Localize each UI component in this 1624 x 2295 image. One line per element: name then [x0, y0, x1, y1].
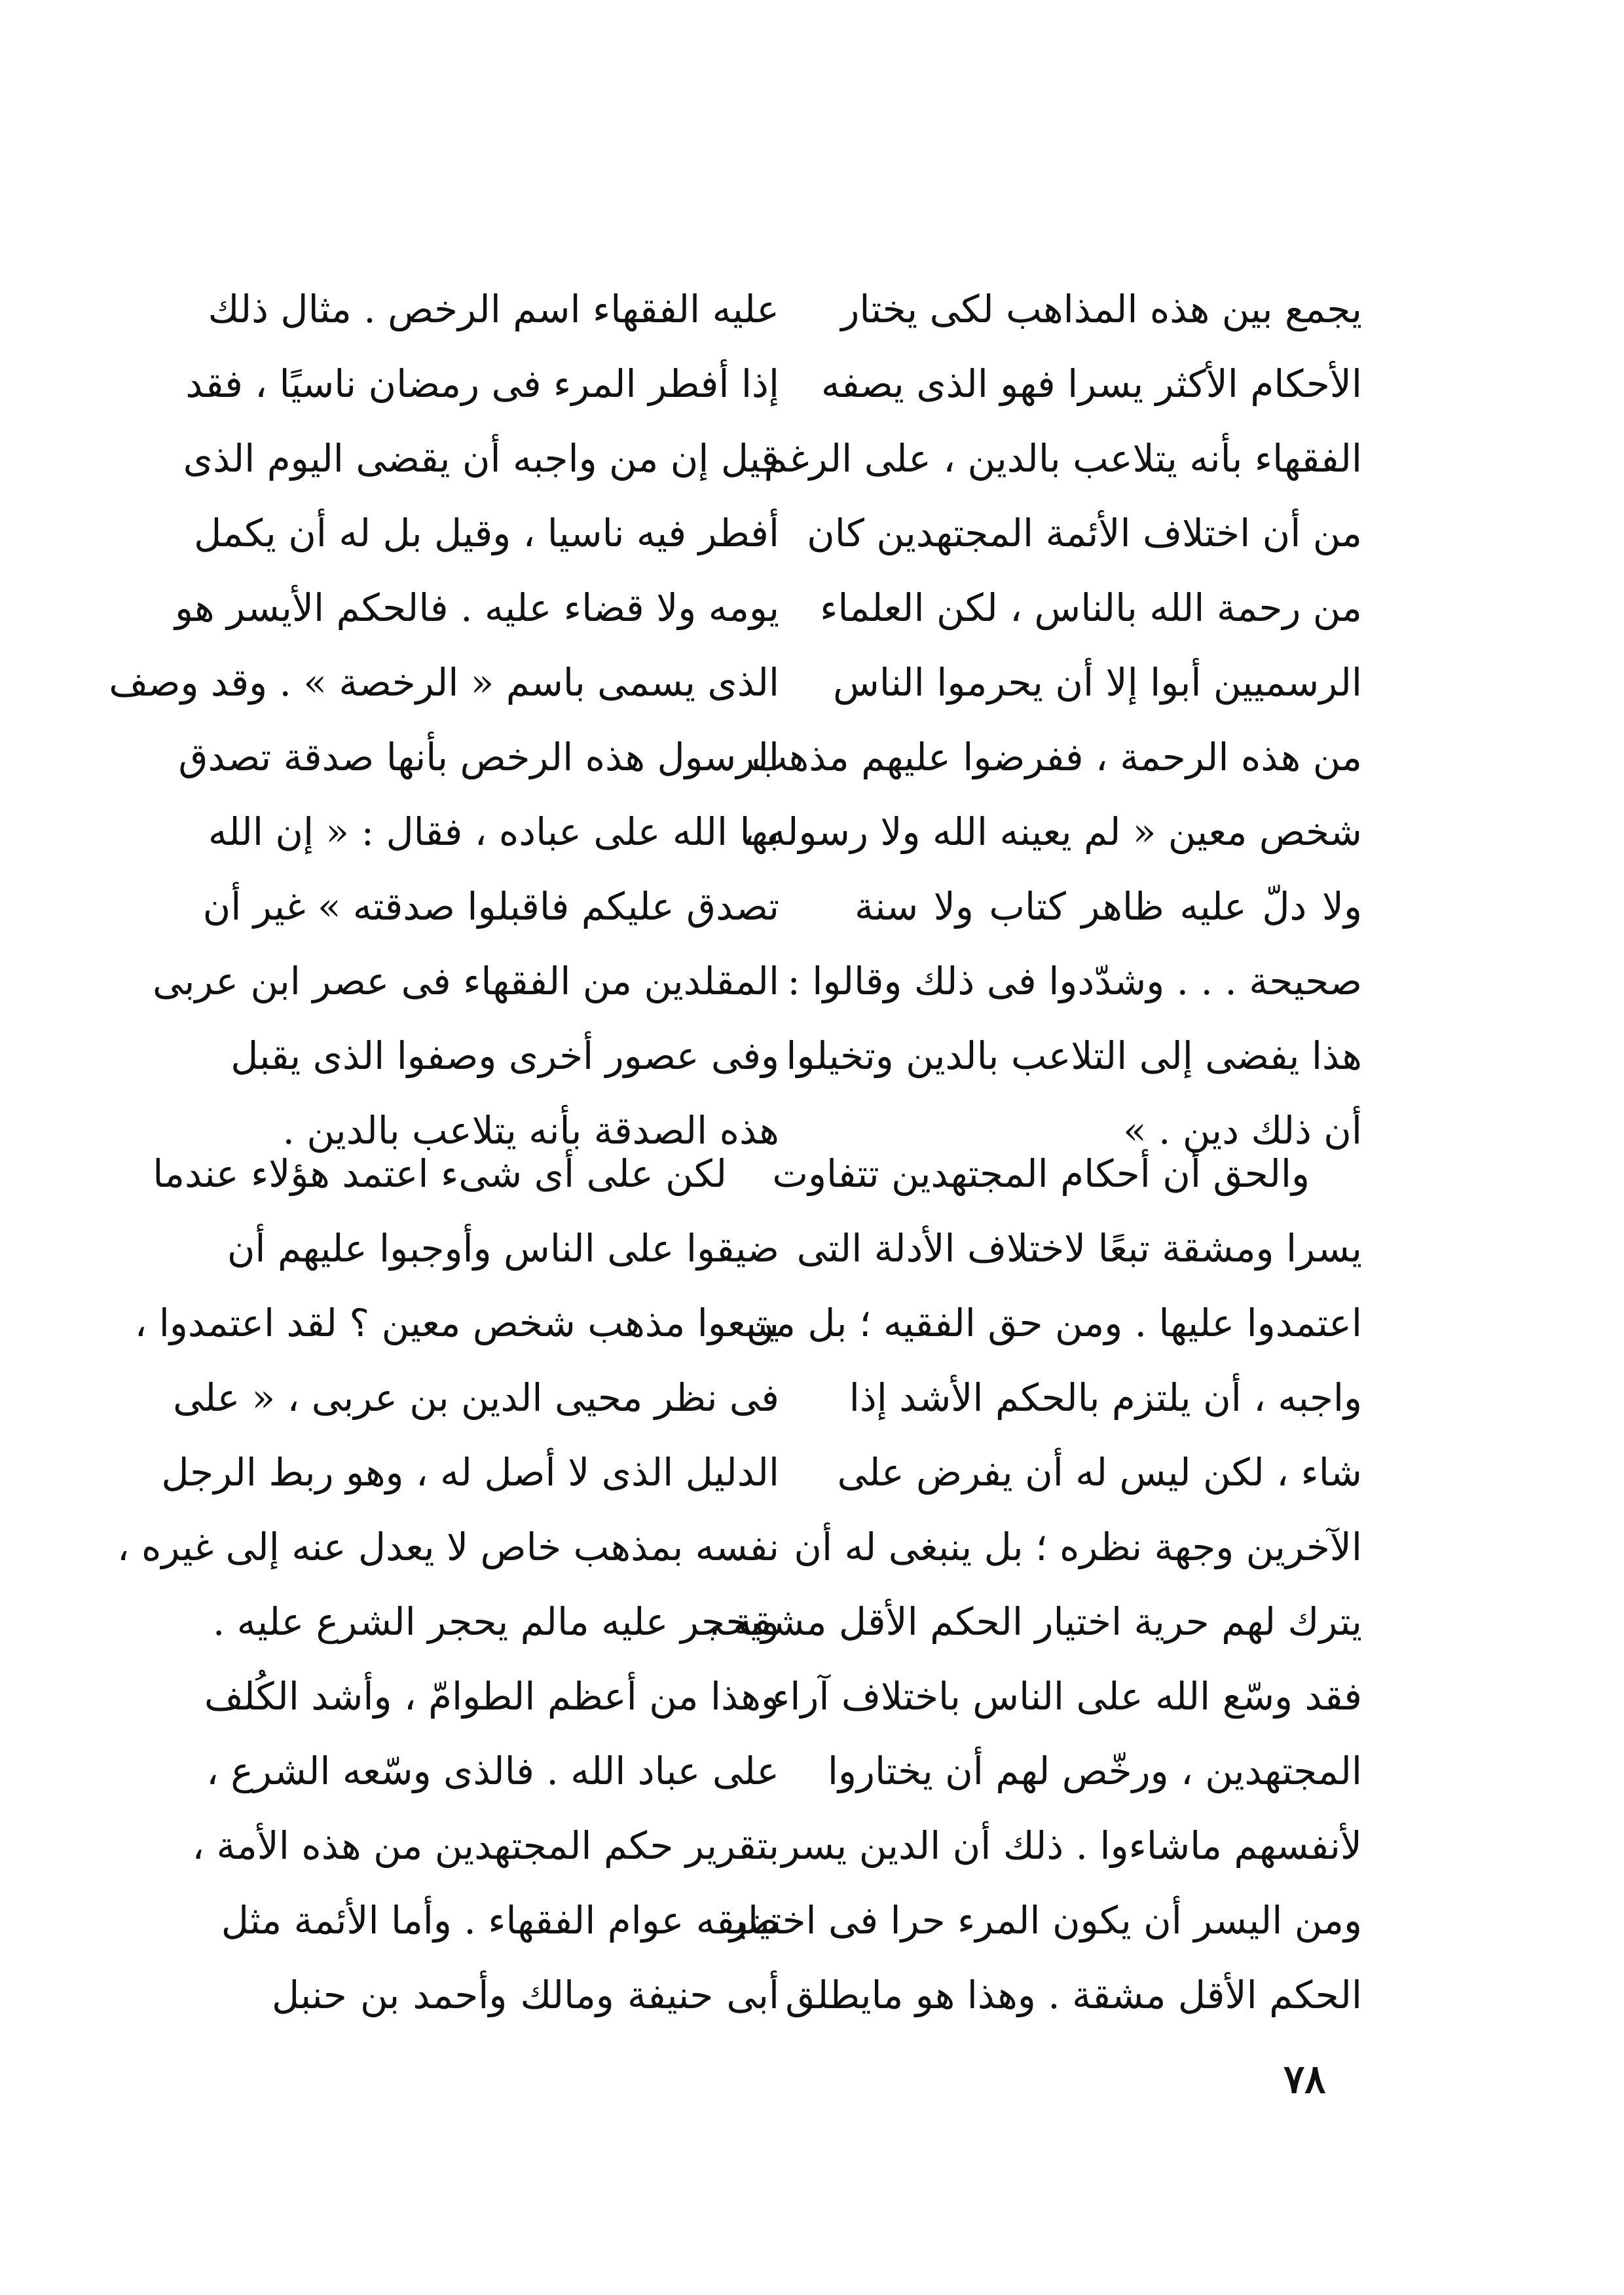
text-line: فقد وسّع الله على الناس باختلاف آراء: [771, 1674, 1362, 1719]
text-line: المجتهدين ، ورخّص لهم أن يختاروا: [827, 1749, 1362, 1793]
text-line: شخص معين « لم يعينه الله ولا رسوله ،: [742, 810, 1362, 854]
text-line: يتبعوا مذهب شخص معين ؟ لقد اعتمدوا ،: [134, 1301, 779, 1345]
text-line: على عباد الله . فالذى وسّعه الشرع ،: [206, 1749, 779, 1793]
text-line: الأحكام الأكثر يسرا فهو الذى يصفه: [821, 362, 1362, 406]
left-column-paragraph-1: [109, 272, 779, 1168]
text-line: الدليل الذى لا أصل له ، وهو ربط الرجل: [161, 1450, 779, 1495]
text-line: وهذا من أعظم الطوامّ ، وأشد الكُلف: [204, 1674, 779, 1719]
text-line: المقلدين من الفقهاء فى عصر ابن عربى: [152, 959, 779, 1003]
text-line: ضيقوا على الناس وأوجبوا عليهم أن: [227, 1226, 779, 1271]
text-line: والحق أن أحكام المجتهدين تتفاوت: [772, 1151, 1310, 1196]
text-line: ضيقه عوام الفقهاء . وأما الأئمة مثل: [221, 1898, 779, 1943]
text-line: ومن اليسر أن يكون المرء حرا فى اختيار: [729, 1898, 1362, 1943]
text-line: اعتمدوا عليها . ومن حق الفقيه ؛ بل من: [746, 1301, 1362, 1345]
text-line: ويحجر عليه مالم يحجر الشرع عليه .: [212, 1599, 779, 1644]
text-line: بها الله على عباده ، فقال : « إن الله: [208, 810, 779, 854]
page-number: ٧٨: [1283, 2057, 1326, 2102]
text-line: يجمع بين هذه المذاهب لكى يختار: [841, 287, 1362, 331]
text-line: الآخرين وجهة نظره ؛ بل ينبغى له أن: [794, 1525, 1362, 1569]
text-line: يومه ولا قضاء عليه . فالحكم الأيسر هو: [175, 586, 779, 630]
text-line: يترك لهم حرية اختيار الحكم الأقل مشقة ،: [709, 1599, 1362, 1644]
text-line: فى نظر محيى الدين بن عربى ، « على: [173, 1375, 779, 1420]
text-line: الرسول هذه الرخص بأنها صدقة تصدق: [178, 735, 779, 779]
text-line: الفقهاء بأنه يتلاعب بالدين ، على الرغم: [764, 436, 1362, 481]
text-line: قيل إن من واجبه أن يقضى اليوم الذى: [183, 436, 779, 481]
text-line: الحكم الأقل مشقة . وهذا هو مايطلق: [785, 1973, 1362, 2017]
text-line: من هذه الرحمة ، ففرضوا عليهم مذهب: [751, 735, 1362, 779]
text-line: ولا دلّ عليه ظاهر كتاب ولا سنة: [855, 884, 1362, 929]
text-line: نفسه بمذهب خاص لا يعدل عنه إلى غيره ،: [117, 1525, 779, 1569]
left-column-paragraph-2: [117, 1136, 779, 2032]
text-line: هذه الصدقة بأنه يتلاعب بالدين .: [282, 1108, 779, 1153]
text-line: يسرا ومشقة تبعًا لاختلاف الأدلة التى: [796, 1226, 1362, 1271]
text-line: لكن على أى شىء اعتمد هؤلاء عندما: [153, 1151, 727, 1196]
text-line: وفى عصور أخرى وصفوا الذى يقبل: [231, 1034, 779, 1078]
text-line: من أن اختلاف الأئمة المجتهدين كان: [807, 511, 1362, 555]
text-line: أبى حنيفة ومالك وأحمد بن حنبل: [272, 1973, 779, 2017]
right-column-paragraph-2: [709, 1136, 1362, 2032]
text-line: شاء ، لكن ليس له أن يفرض على: [837, 1450, 1362, 1495]
text-line: إذا أفطر المرء فى رمضان ناسيًا ، فقد: [185, 362, 779, 406]
text-line: بتقرير حكم المجتهدين من هذه الأمة ،: [192, 1823, 779, 1868]
text-line: من رحمة الله بالناس ، لكن العلماء: [820, 586, 1362, 630]
text-line: أن ذلك دين . »: [1123, 1108, 1362, 1153]
text-line: واجبه ، أن يلتزم بالحكم الأشد إذا: [849, 1375, 1362, 1420]
text-line: الرسميين أبوا إلا أن يحرموا الناس: [833, 660, 1362, 705]
text-line: الذى يسمى باسم « الرخصة » . وقد وصف: [109, 660, 779, 705]
text-line: أفطر فيه ناسيا ، وقيل بل له أن يكمل: [194, 511, 779, 555]
text-line: عليه الفقهاء اسم الرخص . مثال ذلك: [208, 287, 779, 331]
text-line: هذا يفضى إلى التلاعب بالدين وتخيلوا: [786, 1034, 1362, 1078]
text-line: صحيحة . . . وشدّدوا فى ذلك وقالوا :: [787, 959, 1362, 1003]
text-line: تصدق عليكم فاقبلوا صدقته » غير أن: [202, 884, 779, 929]
text-line: لأنفسهم ماشاءوا . ذلك أن الدين يسر: [781, 1823, 1362, 1868]
right-column-paragraph-1: [742, 272, 1362, 1168]
